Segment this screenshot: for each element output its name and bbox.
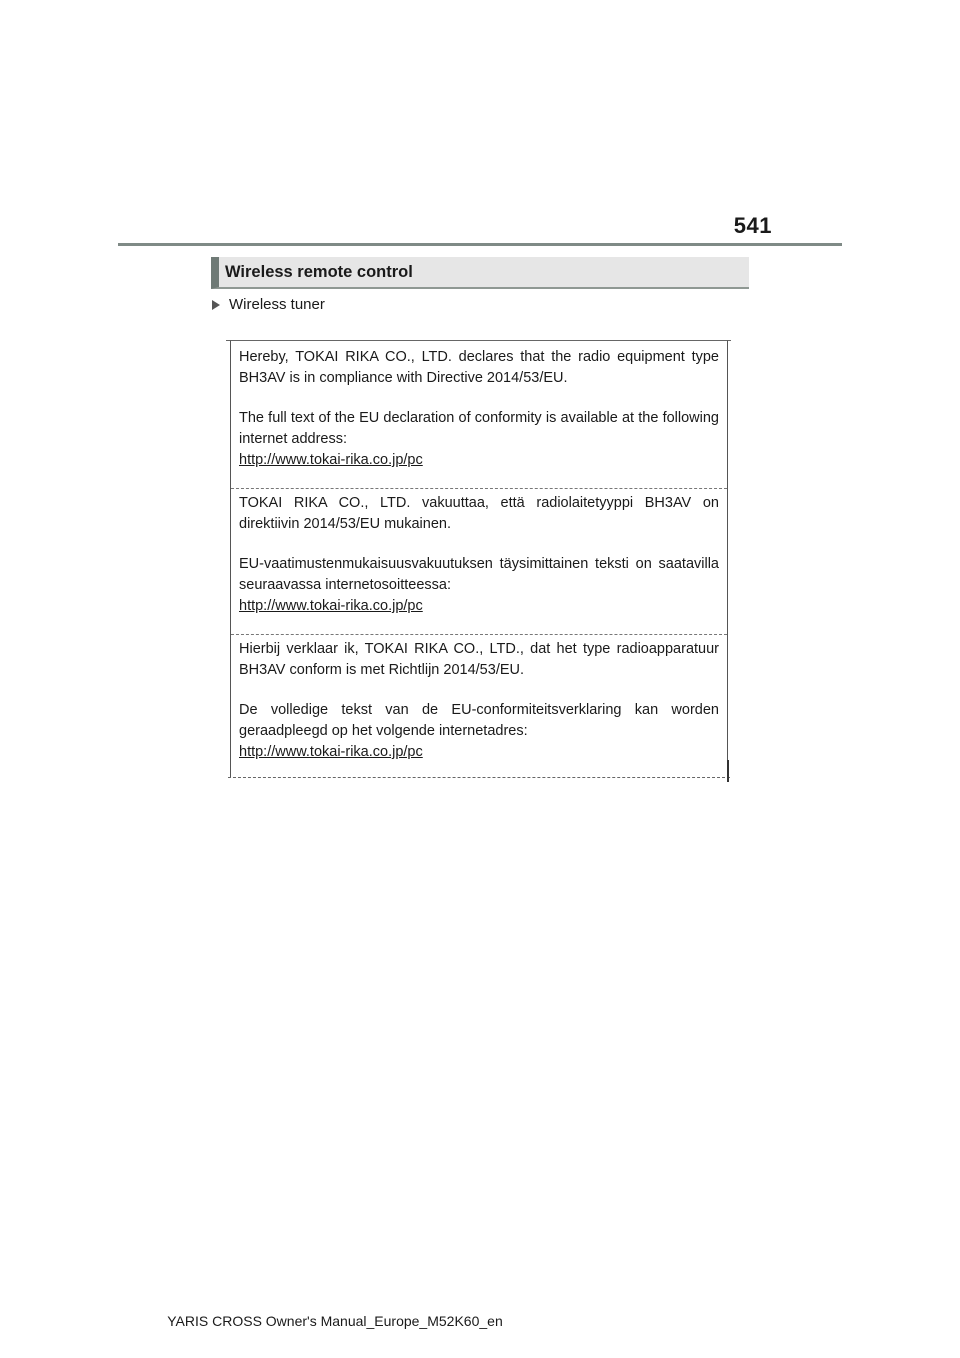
- box-right-extension: [727, 760, 729, 782]
- page-number: 541: [733, 213, 772, 238]
- declaration-box: [230, 340, 728, 778]
- declaration-dutch: [239, 639, 719, 763]
- header-rule: [118, 243, 842, 246]
- declaration-english: [239, 347, 719, 471]
- block-divider: [231, 634, 727, 635]
- declaration-availability: The full text of the EU declaration of conformity is available at the following internet address:: [239, 410, 719, 447]
- declaration-url-link[interactable]: http://www.tokai-rika.co.jp/pc: [239, 744, 423, 760]
- box-bottom-rule: [228, 777, 730, 778]
- triangle-bullet-icon: [212, 300, 220, 310]
- section-heading: [211, 257, 749, 289]
- declaration-url-link[interactable]: http://www.tokai-rika.co.jp/pc: [239, 452, 423, 468]
- declaration-finnish: [239, 493, 719, 617]
- declaration-statement: Hereby, TOKAI RIKA CO., LTD. declares that the radio equipment type BH3AV is in compliance with Directive 2014/53/EU.: [239, 349, 719, 386]
- declaration-url-link[interactable]: http://www.tokai-rika.co.jp/pc: [239, 598, 423, 614]
- subheading: [212, 296, 325, 313]
- section-heading-text: Wireless remote control: [225, 262, 413, 281]
- declaration-availability: EU-vaatimustenmukaisuusvakuutuksen täysimittainen teksti on saatavilla seuraavassa internetosoitteessa:: [239, 556, 719, 593]
- subheading-text: Wireless tuner: [229, 296, 325, 313]
- declaration-statement: Hierbij verklaar ik, TOKAI RIKA CO., LTD., dat het type radioapparatuur BH3AV conform is met Richtlijn 2014/53/EU.: [239, 641, 719, 678]
- page-footer: YARIS CROSS Owner's Manual_Europe_M52K60_en: [167, 1313, 503, 1329]
- declaration-availability: De volledige tekst van de EU-conformiteitsverklaring kan worden geraadpleegd op het volgende internetadres:: [239, 702, 719, 739]
- block-divider: [231, 488, 727, 489]
- declaration-statement: TOKAI RIKA CO., LTD. vakuuttaa, että radiolaitetyyppi BH3AV on direktiivin 2014/53/EU mukainen.: [239, 495, 719, 532]
